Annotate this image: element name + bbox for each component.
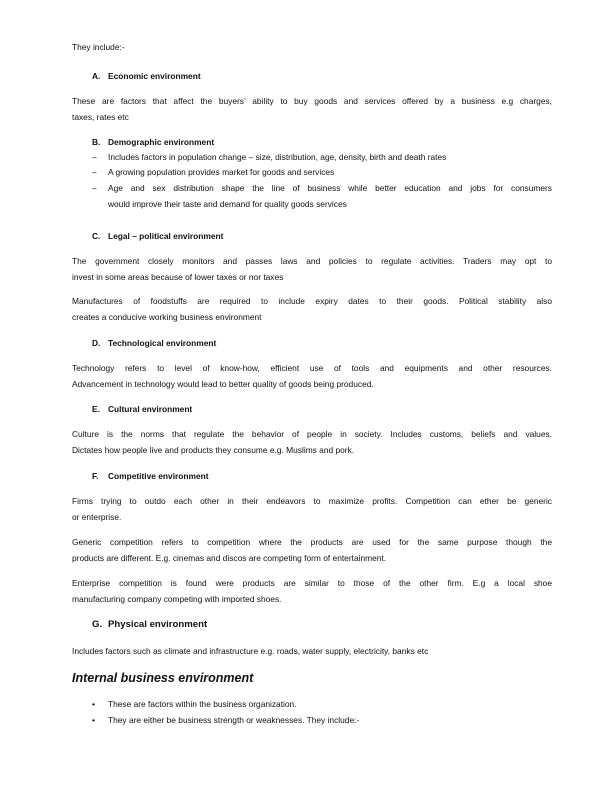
paragraph-line: Firms trying to outdo each other in their endeavors to maximize profits. Competition can ether be generic — [72, 496, 552, 506]
dash-bullet-icon: – — [92, 183, 97, 193]
heading-cultural: E. Cultural environment — [92, 404, 193, 414]
paragraph-line: taxes, rates etc — [72, 112, 129, 122]
intro-text: They include:- — [72, 42, 125, 52]
list-item: Includes factors in population change – size, distribution, age, density, birth and death rates — [108, 152, 447, 162]
list-item: They are either be business strength or weaknesses. They include:- — [108, 715, 360, 725]
list-item-continued: would improve their taste and demand for quality goods services — [108, 199, 347, 209]
paragraph-line: Culture is the norms that regulate the behavior of people in society. Includes customs, beliefs and values. — [72, 429, 552, 439]
heading-economic: A. Economic environment — [92, 71, 201, 81]
heading-legal-political: C. Legal – political environment — [92, 231, 224, 241]
paragraph-line: Technology refers to level of know-how, efficient use of tools and equipments and other resources. — [72, 363, 552, 373]
paragraph-line: manufacturing company competing with imported shoes. — [72, 594, 282, 604]
heading-physical: G. Physical environment — [92, 619, 208, 630]
paragraph-line: invest in some areas because of lower taxes or nor taxes — [72, 272, 284, 282]
dash-bullet-icon: – — [92, 167, 97, 177]
internal-environment-heading: Internal business environment — [72, 671, 254, 685]
paragraph-line: Manufactures of foodstuffs are required to include expiry dates to their goods. Political stability also — [72, 296, 552, 306]
bullet-dot-icon: • — [92, 699, 95, 709]
heading-competitive: F. Competitive environment — [92, 471, 209, 481]
paragraph-line: The government closely monitors and passes laws and policies to regulate activities. Traders may opt to — [72, 256, 552, 266]
paragraph-line: These are factors that affect the buyers’ ability to buy goods and services offered by a business e.g charges, — [72, 96, 552, 106]
paragraph-line: products are different. E.g. cinemas and discos are competing form of entertainment. — [72, 553, 387, 563]
paragraph-line: Advancement in technology would lead to better quality of goods being produced. — [72, 379, 374, 389]
heading-demographic: B. Demographic environment — [92, 137, 215, 147]
dash-bullet-icon: – — [92, 152, 97, 162]
paragraph-line: Includes factors such as climate and infrastructure e.g. roads, water supply, electricity, banks etc — [72, 646, 429, 656]
paragraph-line: or enterprise. — [72, 512, 122, 522]
bullet-dot-icon: • — [92, 715, 95, 725]
paragraph-line: creates a conducive working business environment — [72, 312, 262, 322]
paragraph-line: Generic competition refers to competition where the products are used for the same purpose though the — [72, 537, 552, 547]
list-item: A growing population provides market for goods and services — [108, 167, 335, 177]
list-item: Age and sex distribution shape the line of business while better education and jobs for consumers — [108, 183, 552, 193]
paragraph-line: Dictates how people live and products they consume e.g. Muslims and pork. — [72, 445, 355, 455]
paragraph-line: Enterprise competition is found were products are similar to those of the other firm. E.g a local shoe — [72, 578, 552, 588]
heading-technological: D. Technological environment — [92, 338, 217, 348]
list-item: These are factors within the business organization. — [108, 699, 297, 709]
